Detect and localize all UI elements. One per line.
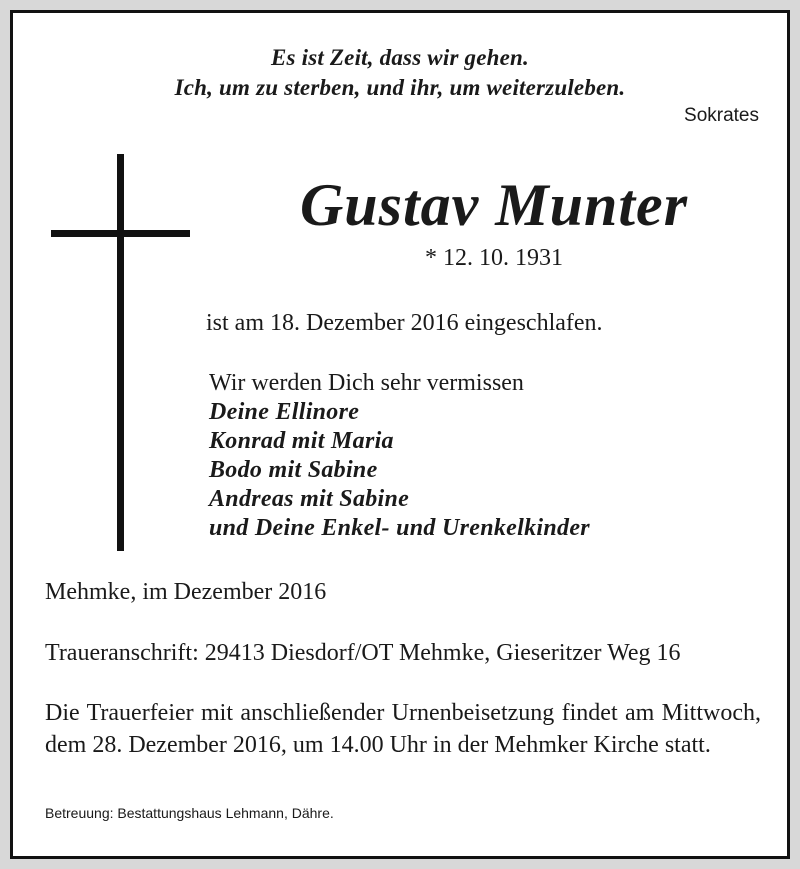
funeral-home-credit: Betreuung: Bestattungshaus Lehmann, Dähre. (45, 805, 334, 821)
mourners-intro: Wir werden Dich sehr vermissen (209, 370, 524, 396)
quote-line-1: Es ist Zeit, dass wir gehen. (271, 45, 529, 70)
place-and-date: Mehmke, im Dezember 2016 (45, 579, 327, 605)
mourning-address: Traueranschrift: 29413 Diesdorf/OT Mehmke, Gieseritzer Weg 16 (45, 640, 681, 666)
birth-date: * 12. 10. 1931 (425, 245, 563, 271)
quote-line-2: Ich, um zu sterben, und ihr, um weiterzuleben. (174, 75, 626, 100)
quote-attribution: Sokrates (684, 105, 759, 126)
mourner-name: Deine Ellinore (209, 399, 360, 425)
cross-crossbar (51, 230, 190, 237)
mourner-name: Konrad mit Maria (209, 428, 394, 454)
mourners-block (209, 369, 590, 543)
mourner-name: Andreas mit Sabine (209, 486, 410, 512)
ceremony-info: Die Trauerfeier mit anschließender Urnenbeisetzung findet am Mittwoch, dem 28. Dezember 2016, um 14.00 Uhr in der Mehmker Kirche statt. (45, 700, 761, 758)
quote (13, 43, 787, 103)
death-statement: ist am 18. Dezember 2016 eingeschlafen. (206, 310, 603, 336)
mourner-name: Bodo mit Sabine (209, 457, 378, 483)
obituary-notice (10, 10, 790, 859)
cross-icon (117, 154, 124, 551)
mourner-name: und Deine Enkel- und Urenkelkinder (209, 515, 590, 541)
deceased-name: Gustav Munter (299, 172, 689, 238)
